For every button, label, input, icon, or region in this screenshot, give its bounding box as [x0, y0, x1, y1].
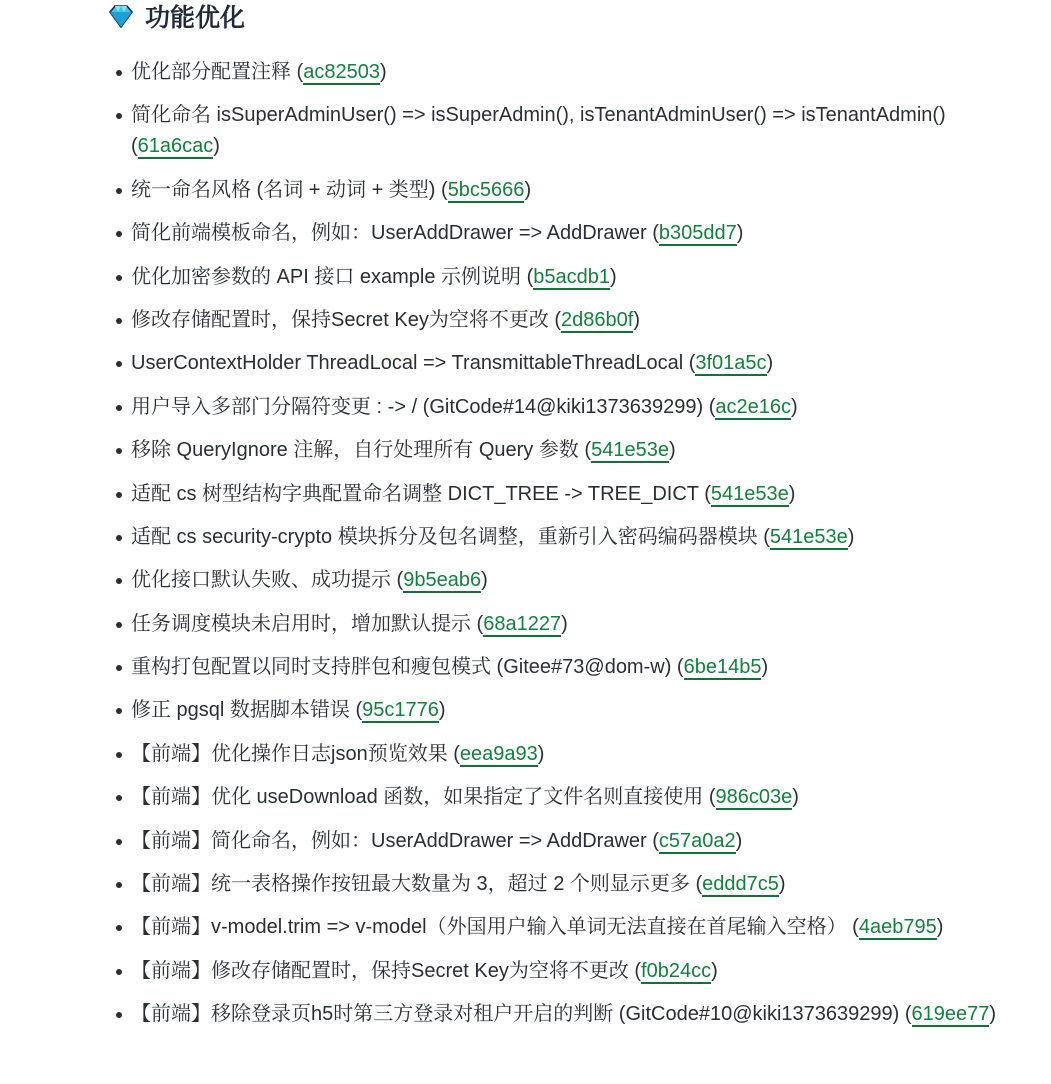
close-paren: )	[989, 1003, 997, 1026]
item-text: 【前端】简化命名，例如：UserAddDrawer => AddDrawer (	[131, 829, 659, 852]
item-text: UserContextHolder ThreadLocal => TransmittableThreadLocal (	[131, 352, 696, 375]
item-text: 优化部分配置注释 (	[131, 61, 304, 83]
item-text: 修正 pgsql 数据脚本错误 (	[131, 699, 363, 722]
close-paren: )	[379, 61, 387, 83]
close-paren: )	[936, 916, 944, 939]
list-item	[131, 392, 1011, 423]
list-item	[131, 869, 1011, 900]
section-heading	[107, 0, 245, 34]
commit-link[interactable]: 9b5eab6	[403, 569, 482, 592]
list-item	[131, 305, 1011, 336]
commit-link[interactable]: 6be14b5	[683, 656, 762, 679]
item-text: 【前端】优化 useDownload 函数，如果指定了文件名则直接使用 (	[131, 786, 716, 809]
commit-link[interactable]: 619ee77	[911, 1003, 990, 1026]
list-item	[131, 175, 1011, 206]
commit-link[interactable]: 541e53e	[710, 482, 789, 505]
commit-link[interactable]: 986c03e	[715, 786, 793, 809]
heading-text: 功能优化	[145, 4, 246, 32]
commit-link[interactable]: ac82503	[303, 61, 380, 83]
commit-link[interactable]: 68a1227	[483, 612, 562, 635]
close-paren: )	[736, 222, 744, 245]
close-paren: )	[524, 178, 532, 201]
list-item	[131, 609, 1011, 640]
list-item	[131, 435, 1011, 466]
close-paren: )	[847, 525, 855, 548]
gem-icon	[107, 2, 135, 30]
list-item	[131, 218, 1011, 249]
item-text: 重构打包配置以同时支持胖包和瘦包模式 (Gitee#73@dom-w) (	[131, 656, 684, 679]
close-paren: )	[766, 352, 774, 375]
item-text: 优化接口默认失败、成功提示 (	[131, 569, 404, 592]
list-item	[131, 652, 1011, 683]
close-paren: )	[668, 439, 676, 462]
commit-link[interactable]: 95c1776	[362, 699, 439, 722]
item-text: 【前端】修改存储配置时，保持Secret Key为空将不更改 (	[131, 959, 642, 982]
close-paren: )	[537, 742, 545, 765]
item-text: 【前端】移除登录页h5时第三方登录对租户开启的判断 (GitCode#10@kiki1373639299) (	[131, 1003, 912, 1026]
commit-link[interactable]: b5acdb1	[533, 265, 611, 288]
list-item	[131, 262, 1011, 293]
close-paren: )	[791, 395, 798, 418]
close-paren: )	[213, 135, 220, 158]
close-paren: )	[792, 786, 799, 809]
commit-link[interactable]: b305dd7	[658, 222, 737, 245]
close-paren: )	[761, 656, 769, 679]
commit-link[interactable]: 5bc5666	[447, 178, 525, 201]
close-paren: )	[438, 699, 446, 722]
item-text: 移除 QueryIgnore 注解，自行处理所有 Query 参数 (	[131, 439, 592, 462]
item-text: 【前端】统一表格操作按钮最大数量为 3，超过 2 个则显示更多 (	[131, 873, 703, 896]
list-item	[131, 826, 1011, 857]
close-paren: )	[610, 265, 617, 288]
changelog-list	[131, 57, 1011, 1043]
commit-link[interactable]: 541e53e	[769, 525, 848, 548]
commit-link[interactable]: 3f01a5c	[695, 352, 767, 375]
close-paren: )	[561, 612, 568, 635]
list-item	[131, 100, 1011, 162]
commit-link[interactable]: eea9a93	[459, 742, 538, 765]
commit-link[interactable]: f0b24cc	[641, 959, 712, 982]
close-paren: )	[788, 482, 796, 505]
item-text: 用户导入多部门分隔符变更 : -> / (GitCode#14@kiki1373639299) (	[131, 395, 716, 418]
list-item	[131, 479, 1011, 510]
item-text: 【前端】优化操作日志json预览效果 (	[131, 742, 460, 765]
close-paren: )	[735, 829, 743, 852]
commit-link[interactable]: 2d86b0f	[561, 308, 634, 331]
list-item	[131, 999, 1011, 1030]
item-text: 优化加密参数的 API 接口 example 示例说明 (	[131, 265, 534, 288]
list-item	[131, 348, 1011, 379]
list-item	[131, 57, 1011, 88]
list-item	[131, 782, 1011, 813]
commit-link[interactable]: 541e53e	[591, 439, 669, 462]
item-text: 任务调度模块未启用时，增加默认提示 (	[131, 612, 484, 635]
close-paren: )	[481, 569, 488, 592]
list-item	[131, 912, 1011, 943]
list-item	[131, 739, 1011, 770]
list-item	[131, 522, 1011, 553]
commit-link[interactable]: 4aeb795	[858, 916, 937, 939]
item-text: 简化前端模板命名，例如：UserAddDrawer => AddDrawer (	[131, 222, 659, 245]
close-paren: )	[633, 308, 641, 331]
item-text: 修改存储配置时，保持Secret Key为空将不更改 (	[131, 308, 562, 331]
list-item	[131, 695, 1011, 726]
commit-link[interactable]: ac2e16c	[715, 395, 791, 418]
list-item	[131, 565, 1011, 596]
item-text: 简化命名 isSuperAdminUser() => isSuperAdmin(), isTenantAdminUser() => isTenantAdmin() (	[131, 104, 946, 158]
commit-link[interactable]: 61a6cac	[137, 135, 214, 158]
item-text: 适配 cs 树型结构字典配置命名调整 DICT_TREE -> TREE_DICT (	[131, 482, 711, 505]
list-item	[131, 956, 1011, 987]
close-paren: )	[711, 959, 718, 982]
commit-link[interactable]: c57a0a2	[658, 829, 736, 852]
item-text: 【前端】v-model.trim => v-model（外国用户输入单词无法直接在首尾输入空格） (	[131, 916, 859, 939]
item-text: 适配 cs security-crypto 模块拆分及包名调整，重新引入密码编码器模块 (	[131, 525, 770, 548]
commit-link[interactable]: eddd7c5	[702, 873, 779, 896]
close-paren: )	[778, 873, 786, 896]
item-text: 统一命名风格 (名词 + 动词 + 类型) (	[131, 178, 448, 201]
